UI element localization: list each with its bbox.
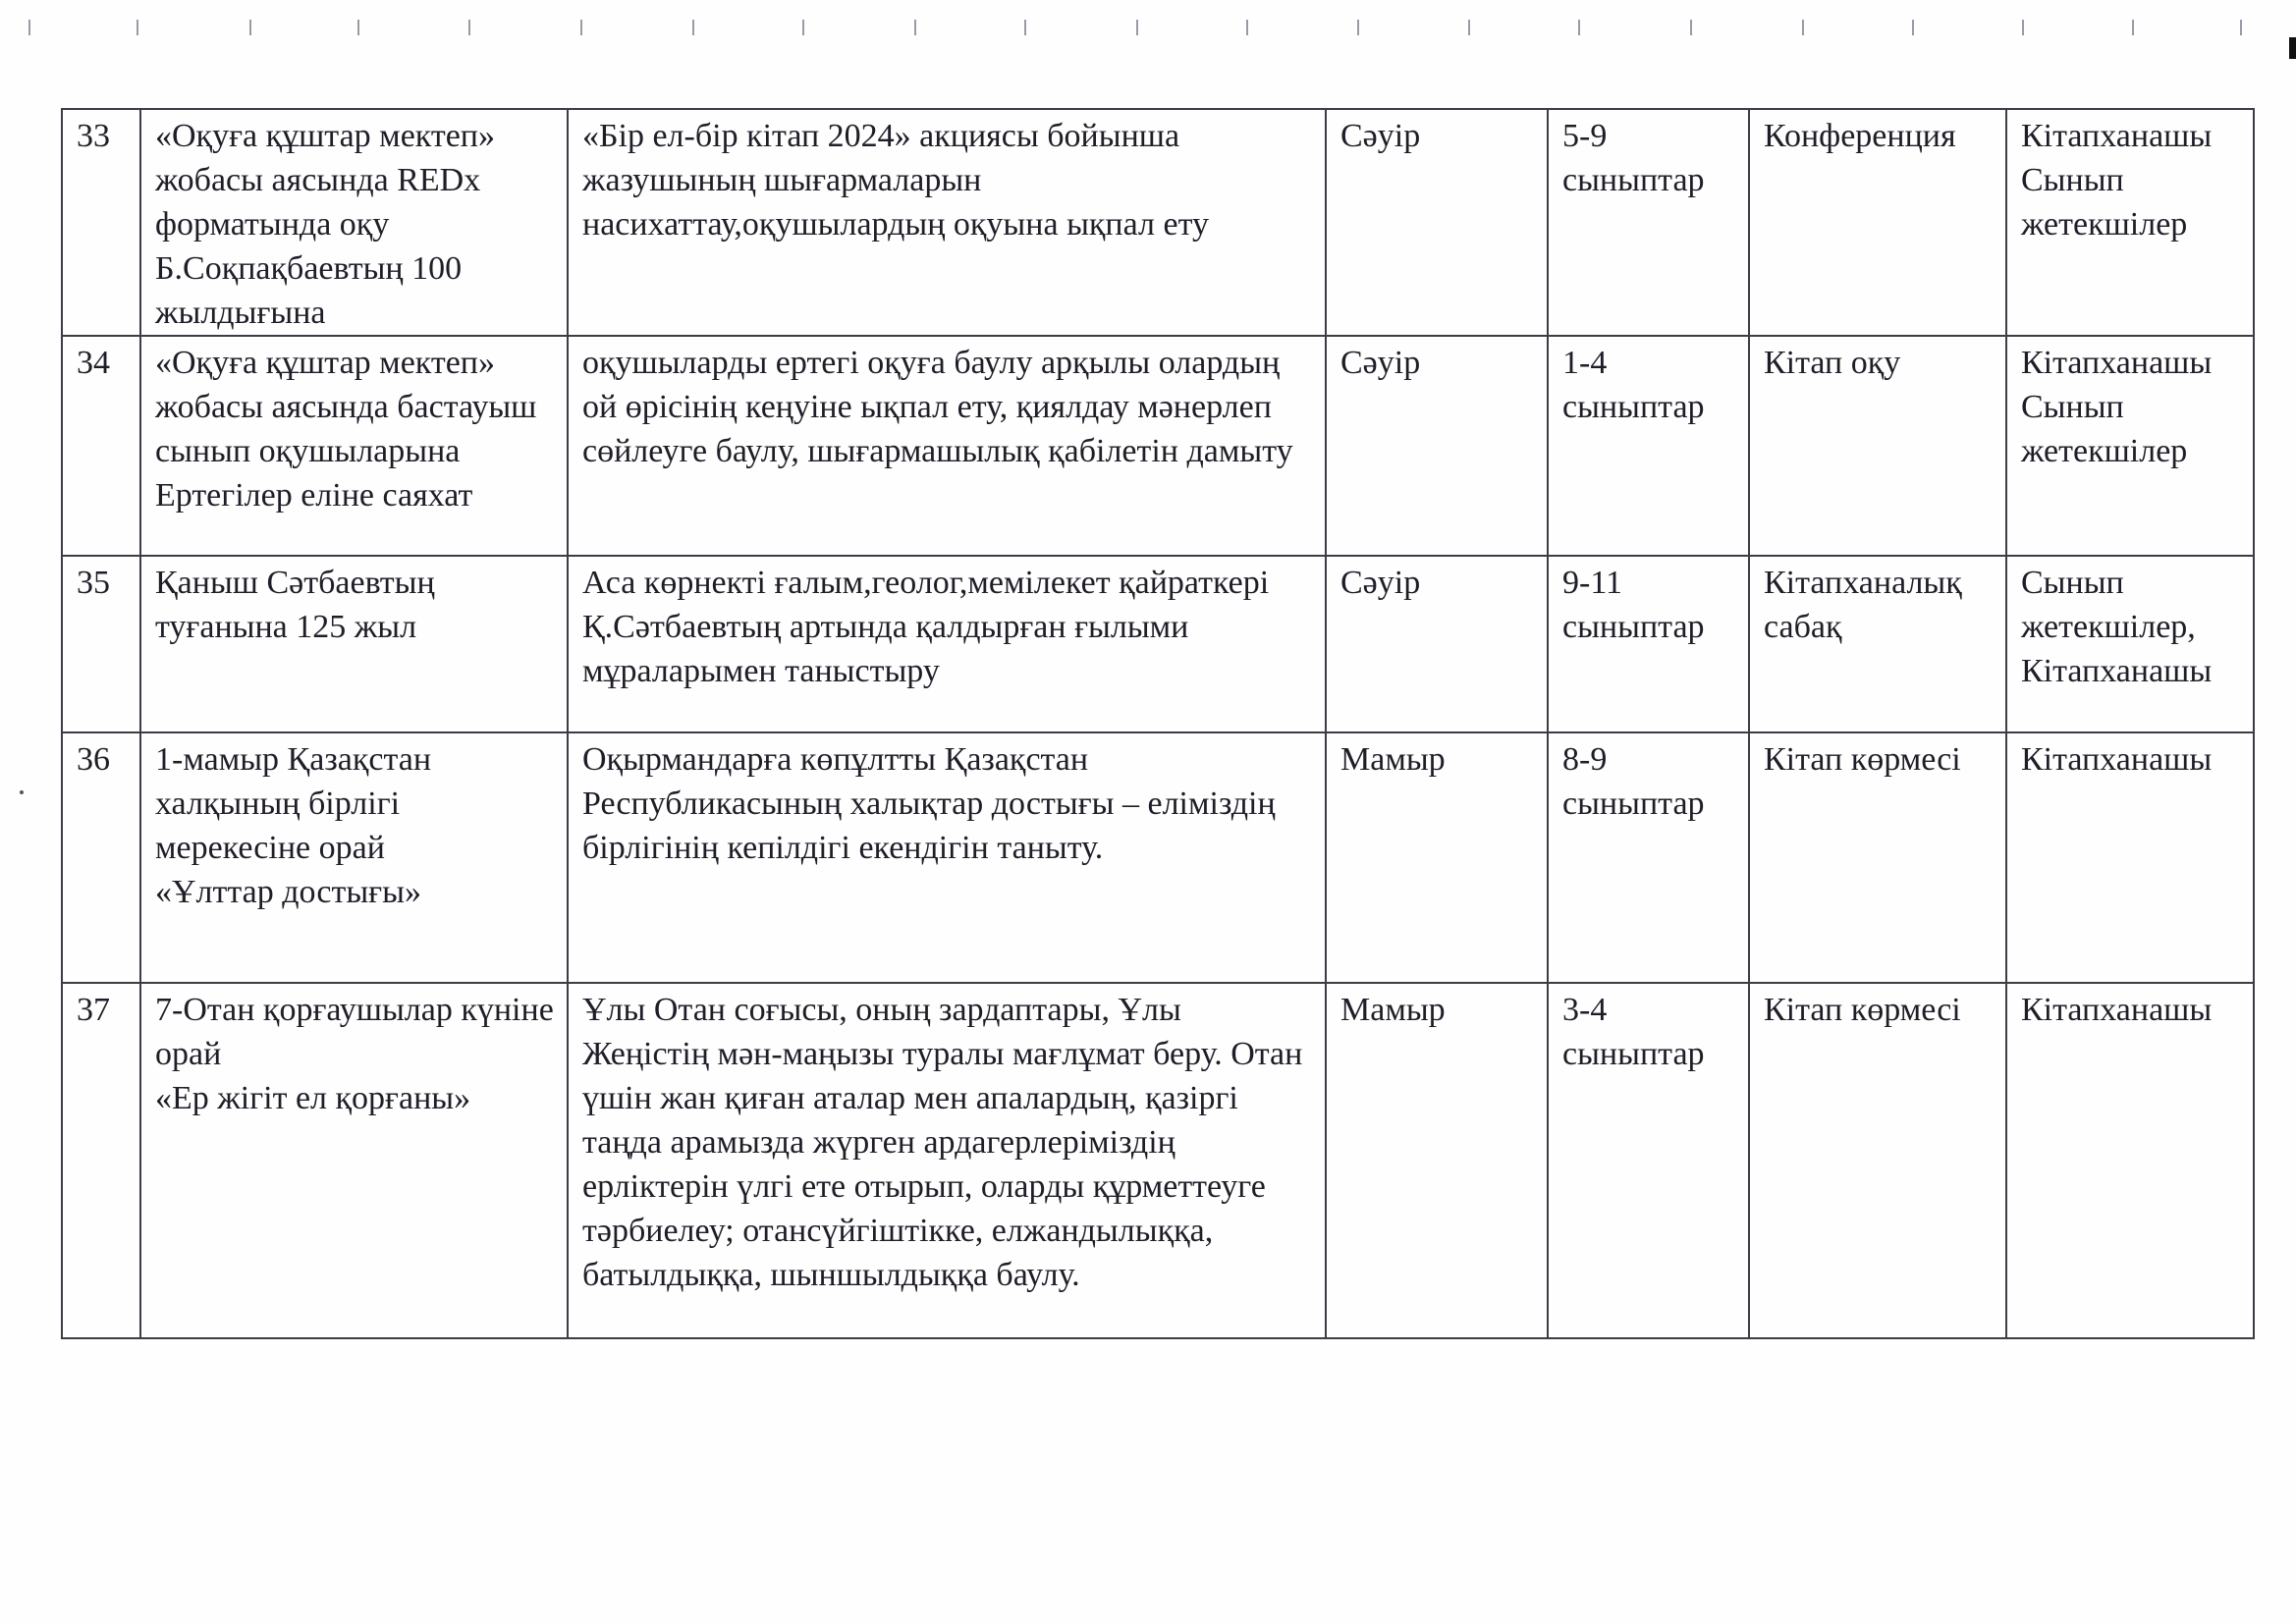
- scan-edge-marks: [0, 12, 2296, 51]
- event-month: Сәуір: [1326, 109, 1548, 336]
- event-month: Сәуір: [1326, 336, 1548, 556]
- event-month: Мамыр: [1326, 983, 1548, 1338]
- row-number: 34: [62, 336, 140, 556]
- event-title: 7-Отан қорғаушылар күніне орай «Ер жігіт ел қорғаны»: [140, 983, 568, 1338]
- event-form: Конференция: [1749, 109, 2006, 336]
- responsible-person: Кітапханашы: [2006, 732, 2254, 983]
- row-number: 37: [62, 983, 140, 1338]
- responsible-person: Кітапханашы: [2006, 983, 2254, 1338]
- table-row: [62, 556, 2254, 732]
- target-classes: 8-9 сыныптар: [1548, 732, 1749, 983]
- event-title: «Оқуға құштар мектеп» жобасы аясында бастауыш сынып оқушыларына Ертегілер еліне саяхат: [140, 336, 568, 556]
- table-row: [62, 109, 2254, 336]
- event-title: 1-мамыр Қазақстан халқының бірлігі мерекесіне орай «Ұлттар достығы»: [140, 732, 568, 983]
- target-classes: 3-4 сыныптар: [1548, 983, 1749, 1338]
- event-purpose: оқушыларды ертегі оқуға баулу арқылы олардың ой өрісінің кеңуіне ықпал ету, қиялдау мәнерлеп сөйлеуге баулу, шығармашылық қабілетін дамыту: [568, 336, 1326, 556]
- row-number: 36: [62, 732, 140, 983]
- event-form: Кітап көрмесі: [1749, 732, 2006, 983]
- row-number: 35: [62, 556, 140, 732]
- event-month: Мамыр: [1326, 732, 1548, 983]
- target-classes: 1-4 сыныптар: [1548, 336, 1749, 556]
- table-row: [62, 983, 2254, 1338]
- event-purpose: Ұлы Отан соғысы, оның зардаптары, Ұлы Жеңістің мән-маңызы туралы мағлұмат беру. Отан үшін жан қиған аталар мен апалардың, қазіргі таңда арамызда жүрген ардагерлеріміздің ерліктерін үлгі ете отырып, оларды құрметтеуге тәрбиелеу; отансүйгіштікке, елжандылыққа, батылдыққа, шыншылдыққа баулу.: [568, 983, 1326, 1338]
- event-purpose: «Бір ел-бір кітап 2024» акциясы бойынша жазушының шығармаларын насихаттау,оқушылардың оқуына ықпал ету: [568, 109, 1326, 336]
- responsible-person: Кітапханашы Сынып жетекшілер: [2006, 109, 2254, 336]
- event-purpose: Оқырмандарға көпұлтты Қазақстан Республикасының халықтар достығы – еліміздің бірлігінің кепілдігі екендігін таныту.: [568, 732, 1326, 983]
- event-plan-table: [61, 108, 2255, 1339]
- event-form: Кітапханалық сабақ: [1749, 556, 2006, 732]
- scan-speck: [20, 790, 24, 794]
- row-number: 33: [62, 109, 140, 336]
- responsible-person: Сынып жетекшілер, Кітапханашы: [2006, 556, 2254, 732]
- event-form: Кітап көрмесі: [1749, 983, 2006, 1338]
- event-month: Сәуір: [1326, 556, 1548, 732]
- event-title: «Оқуға құштар мектеп» жобасы аясында REDx форматында оқу Б.Соқпақбаевтың 100 жылдығына: [140, 109, 568, 336]
- event-title: Қаныш Сәтбаевтың туғанына 125 жыл: [140, 556, 568, 732]
- responsible-person: Кітапханашы Сынып жетекшілер: [2006, 336, 2254, 556]
- scan-edge-mark: [2289, 37, 2296, 59]
- table-row: [62, 732, 2254, 983]
- target-classes: 5-9 сыныптар: [1548, 109, 1749, 336]
- event-purpose: Аса көрнекті ғалым,геолог,мемілекет қайраткері Қ.Сәтбаевтың артында қалдырған ғылыми мұраларымен таныстыру: [568, 556, 1326, 732]
- target-classes: 9-11 сыныптар: [1548, 556, 1749, 732]
- event-form: Кітап оқу: [1749, 336, 2006, 556]
- table-row: [62, 336, 2254, 556]
